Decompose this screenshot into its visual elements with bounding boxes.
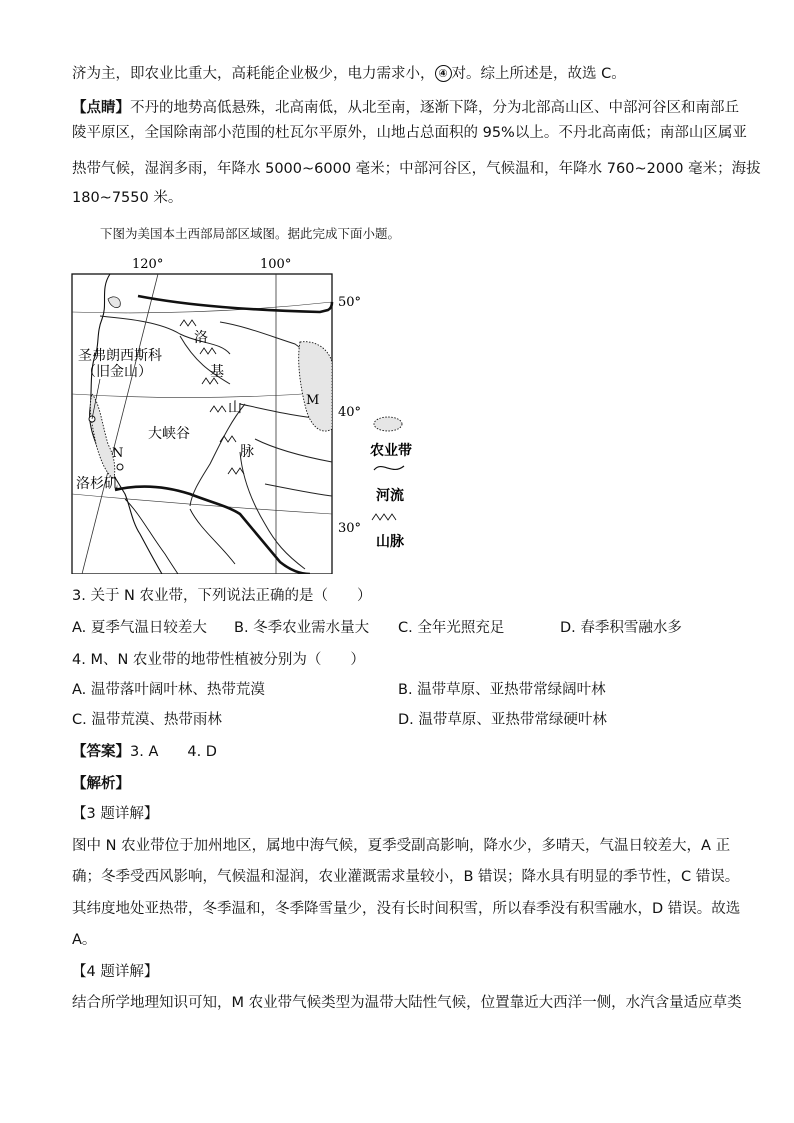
agri-belt-small-1 — [108, 297, 120, 308]
q3-detail-line-2: 确；冬季受西风影响，气候温和湿润，农业灌溉需求量较小，B 错误；降水具有明显的季节性，C 错误。 — [72, 869, 740, 885]
city-sf-label: 圣弗朗西斯科 — [78, 348, 162, 364]
rocky-char-4: 脉 — [240, 444, 254, 460]
dianjing-line-2: 陵平原区，全国除南部小范围的杜瓦尔平原外，山地占总面积的 95%以上。不丹北高南低；南部山区属亚 — [72, 125, 747, 141]
canyon-label: 大峡谷 — [148, 426, 190, 442]
q3-detail-line-1: 图中 N 农业带位于加州地区，属地中海气候，夏季受副高影响，降水少，多晴天，气温日较差大，A 正 — [72, 838, 731, 854]
q3-detail-tag: 【3 题详解】 — [72, 806, 159, 822]
city-sf-alt-label: （旧金山） — [82, 364, 152, 380]
lon-120-label: 120° — [132, 257, 164, 272]
q4-option-b: B. 温带草原、亚热带常绿阔叶林 — [398, 682, 606, 698]
q3-option-a: A. 夏季气温日较差大 — [72, 620, 207, 636]
map-legend — [370, 417, 412, 550]
legend-agri-label: 农业带 — [370, 443, 412, 459]
baja-coast — [125, 499, 178, 574]
legend-river-swatch — [374, 466, 404, 470]
border-south — [115, 487, 310, 574]
lat-30-label: 30° — [338, 521, 362, 536]
legend-river-label: 河流 — [376, 488, 404, 504]
answer-text: 3. A 4. D — [130, 744, 217, 760]
map-intro: 下图为美国本土西部局部区域图。据此完成下面小题。 — [100, 226, 401, 241]
label-n: N — [112, 446, 124, 461]
q4-detail-tag: 【4 题详解】 — [72, 964, 159, 980]
border-north — [138, 296, 332, 312]
circled-number-4: ④ — [435, 65, 452, 82]
map-frame — [72, 274, 332, 574]
legend-agri-swatch — [374, 417, 402, 431]
rocky-char-1: 洛 — [194, 330, 208, 346]
intro-text-a: 济为主，即农业比重大，高耗能企业极少，电力需求小， — [72, 66, 435, 82]
parallel-40 — [72, 392, 332, 398]
rocky-char-2: 基 — [210, 364, 224, 380]
q3-stem: 3. 关于 N 农业带，下列说法正确的是（ ） — [72, 588, 372, 604]
city-la-label: 洛杉矶 — [76, 476, 118, 492]
q4-option-a: A. 温带落叶阔叶林、热带荒漠 — [72, 682, 265, 698]
analysis-tag: 【解析】 — [72, 776, 130, 792]
q4-detail-line-1: 结合所学地理知识可知，M 农业带气候类型为温带大陆性气候，位置靠近大西洋一侧，水汽含量适应草类 — [72, 995, 742, 1011]
q4-option-c: C. 温带荒漠、热带雨林 — [72, 712, 222, 728]
q4-stem: 4. M、N 农业带的地带性植被分别为（ ） — [72, 652, 365, 668]
rocky-char-3: 山 — [228, 400, 242, 416]
answer-tag: 【答案】 — [72, 744, 130, 760]
answer-line — [72, 741, 217, 763]
label-m: M — [306, 393, 320, 408]
river-colorado — [190, 404, 245, 506]
gulf-coast — [190, 509, 235, 564]
agri-belt-m — [299, 342, 332, 431]
river-arkansas — [255, 439, 332, 462]
parallel-30 — [72, 494, 332, 514]
river-red — [265, 484, 332, 496]
q3-option-b: B. 冬季农业需水量大 — [234, 620, 370, 636]
dianjing-line-1 — [72, 97, 739, 119]
dianjing-tag: 【点睛】 — [72, 100, 130, 116]
legend-mountain-swatch — [372, 514, 396, 520]
q4-option-d: D. 温带草原、亚热带常绿硬叶林 — [398, 712, 607, 728]
dianjing-line-4: 180~7550 米。 — [72, 190, 183, 206]
dianjing-text-1: 不丹的地势高低悬殊，北高南低，从北至南，逐渐下降，分为北部高山区、中部河谷区和南部丘 — [130, 100, 739, 116]
q3-detail-line-3: 其纬度地处亚热带，冬季温和，冬季降雪量少，没有长时间积雪，所以春季没有积雪融水，D 错误。故选 — [72, 901, 741, 917]
lat-50-label: 50° — [338, 295, 362, 310]
la-marker — [117, 464, 123, 470]
q3-option-c: C. 全年光照充足 — [398, 620, 505, 636]
lon-100-label: 100° — [260, 257, 292, 272]
intro-text-b: 对。综上所述是，故选 C。 — [451, 66, 626, 82]
legend-mountain-label: 山脉 — [376, 534, 404, 550]
q3-option-d: D. 春季积雪融水多 — [560, 620, 682, 636]
intro-line — [72, 63, 626, 85]
lat-40-label: 40° — [338, 405, 362, 420]
dianjing-line-3: 热带气候，湿润多雨，年降水 5000~6000 毫米；中部河谷区，气候温和，年降水 760~2000 毫米；海拔 — [72, 161, 761, 177]
map-figure — [70, 244, 430, 574]
q3-detail-line-4: A。 — [72, 932, 97, 948]
